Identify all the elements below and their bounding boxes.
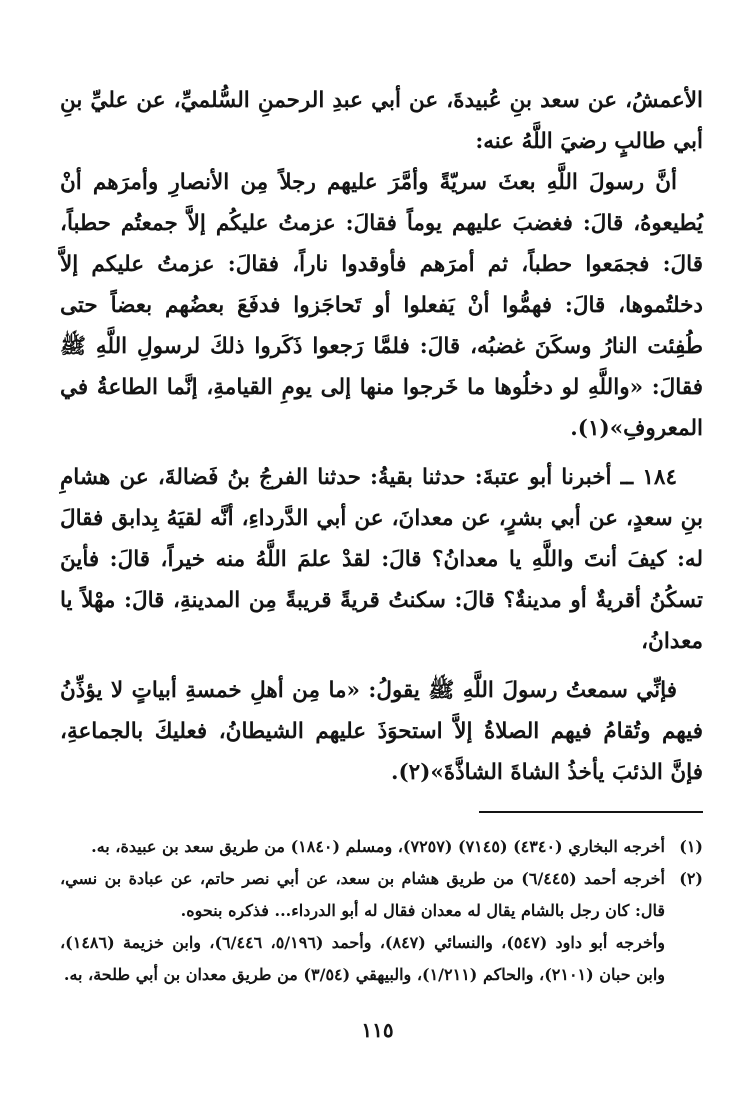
isnad-paragraph: الأعمشُ، عن سعد بنِ عُبيدةَ، عن أبي عبدِ الرحمنِ السُّلميِّ، عن عليِّ بنِ أبي طالبٍ رضيَ اللَّهُ عنه: xyxy=(60,88,703,154)
footnotes xyxy=(60,831,703,991)
footnote-number: (٢) xyxy=(679,869,703,888)
footnote-2 xyxy=(60,863,703,991)
footnote-text: وأخرجه أبو داود (٥٤٧)، والنسائي (٨٤٧)، وأحمد (٥/١٩٦، ٦/٤٤٦)، وابن خزيمة (١٤٨٦)، وابن حبان (٢١٠١)، والحاكم (١/٢١١)، والبيهقي (٣/٥٤) من طريق معدان بن أبي طلحة، به. xyxy=(60,933,666,984)
hadith-184-continuation: فإنِّي سمعتُ رسولَ اللَّهِ ﷺ يقولُ: «ما مِن أهلِ خمسةِ أبياتٍ لا يؤذِّنُ فيهم وتُقامُ فيهم الصلاةُ إلاَّ استحوَذَ عليهم الشيطانُ، فعليكَ بالجماعةِ، فإنَّ الذئبَ يأخذُ الشاةَ الشاذَّةَ»(٢). xyxy=(60,678,703,785)
footnote-1 xyxy=(60,831,703,863)
page-number: ١١٥ xyxy=(361,1018,394,1042)
footnote-divider xyxy=(479,811,703,813)
main-text xyxy=(60,80,703,793)
footnote-body xyxy=(60,863,665,991)
hadith-paragraph: أنَّ رسولَ اللَّهِ بعثَ سريّةً وأمَّرَ عليهم رجلاً مِن الأنصارِ وأمرَهم أنْ يُطيعوهُ، قالَ: فغضبَ عليهم يوماً فقالَ: عزمتُ عليكُم إلاَّ جمعتُم حطباً، قالَ: فجمَعوا حطباً، ثم أمرَهم فأوقدوا ناراً، فقالَ: عزمتُ عليكم إلاَّ دخلتُموها، قالَ: فهمُّوا أنْ يَفعلوا أو تَحاجَزوا فدفَعَ بعضُهم بعضاً حتى طُفِئت النارُ وسكَنَ غضبُه، قالَ: فلمَّا رَجعوا ذَكَروا ذلكَ لرسولِ اللَّهِ ﷺ فقالَ: «واللَّهِ لو دخلُوها ما خَرجوا منها إلى يومِ القيامةِ، إنَّما الطاعةُ في المعروفِ»(١). xyxy=(60,170,703,441)
footnote-text: أخرجه أحمد (٦/٤٤٥) من طريق هشام بن سعد، عن أبي نصر حاتم، عن عبادة بن نسي، قال: كان رجل بالشام يقال له معدان فقال له أبو الدرداء... فذكره بنحوه. xyxy=(60,869,665,920)
footnote-body xyxy=(60,831,665,863)
hadith-184-paragraph: ١٨٤ ــ أخبرنا أبو عتبةَ: حدثنا بقيةُ: حدثنا الفرجُ بنُ فَضالةَ، عن هشامِ بنِ سعدٍ، عن أبي بشرٍ، عن معدانَ، عن أبي الدَّرداءِ، أنَّه لقيَهُ بِدابق فقالَ له: كيفَ أنتَ واللَّهِ يا معدانُ؟ قالَ: لقدْ علمَ اللَّهُ منه خيراً، قالَ: فأينَ تسكُنُ أقريةٌ أو مدينةٌ؟ قالَ: سكنتُ قريةً قريبةً مِن المدينةِ، قالَ: مهْلاً يا معدانُ، xyxy=(60,465,703,654)
footnote-number: (١) xyxy=(679,837,703,856)
footnote-text: أخرجه البخاري (٤٣٤٠) (٧١٤٥) (٧٢٥٧)، ومسلم (١٨٤٠) من طريق سعد بن عبيدة، به. xyxy=(91,837,665,856)
